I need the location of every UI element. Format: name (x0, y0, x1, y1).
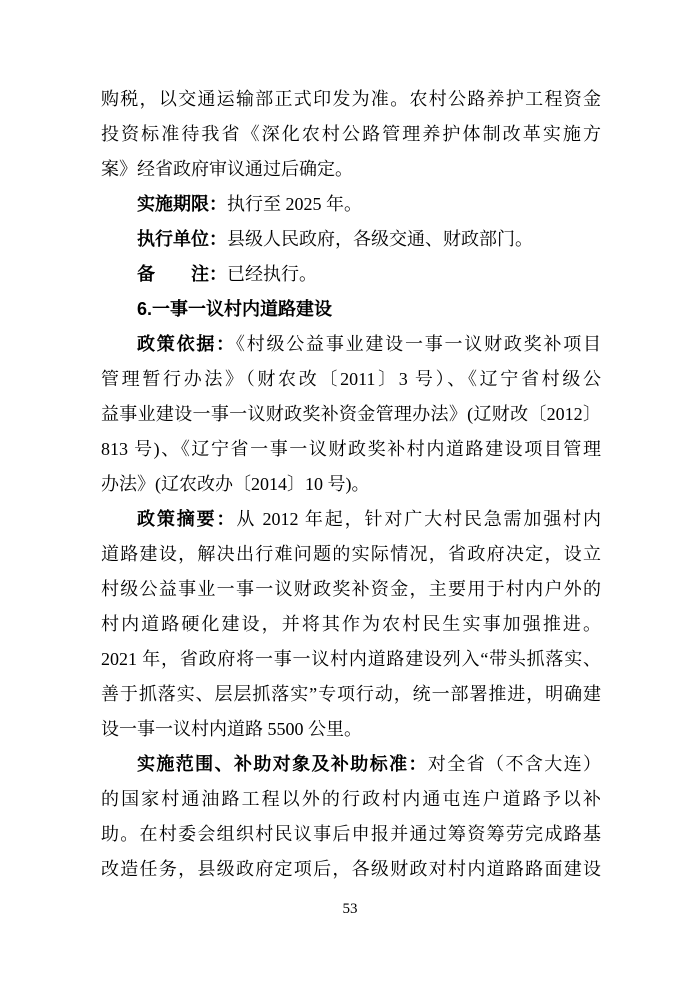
body-line: 村级公益事业一事一议财政奖补资金，主要用于村内户外的 (101, 579, 601, 599)
body-line: 道路建设，解决出行难问题的实际情况，省政府决定，设立 (101, 544, 601, 564)
field-label: 执行单位： (137, 229, 227, 249)
field-label: 政策摘要： (137, 509, 237, 529)
field-label: 备 注： (137, 264, 227, 284)
body-line: 813 号)、《辽宁省一事一议财政奖补村内道路建设项目管理 (101, 439, 601, 459)
field-value: 已经执行。 (227, 264, 317, 284)
field-label: 实施范围、补助对象及补助标准： (137, 754, 428, 774)
field-value: 《村级公益事业建设一事一议财政奖补项目 (235, 334, 602, 354)
body-line: 管理暂行办法》（财农改〔2011〕3 号）、《辽宁省村级公 (101, 369, 601, 389)
field-remark (101, 257, 601, 292)
field-implementation-period (101, 187, 601, 222)
body-line (101, 502, 601, 537)
body-line: 2021 年，省政府将一事一议村内道路建设列入“带头抓落实、 (101, 649, 601, 669)
body-line (101, 327, 601, 362)
paragraph-remark (101, 257, 601, 292)
paragraph-implementation-period (101, 187, 601, 222)
field-executing-unit (101, 222, 601, 257)
body-line: 益事业建设一事一议财政奖补资金管理办法》(辽财改〔2012〕 (101, 404, 601, 424)
field-label: 政策依据： (137, 334, 236, 354)
page-content (101, 82, 601, 887)
paragraph-opening (101, 82, 601, 187)
field-value: 对全省（不含大连） (427, 754, 602, 774)
body-line: 村内道路硬化建设，并将其作为农村民生实事加强推进。 (101, 614, 601, 634)
field-value: 县级人民政府，各级交通、财政部门。 (227, 229, 533, 249)
paragraph-policy-basis (101, 327, 601, 502)
body-line: 办法》(辽农改办〔2014〕10 号)。 (101, 474, 370, 494)
paragraph-scope-and-standard (101, 747, 601, 887)
body-line: 改造任务，县级政府定项后，各级财政对村内道路路面建设 (101, 859, 601, 879)
page-number: 53 (342, 901, 358, 917)
field-label: 实施期限： (137, 194, 227, 214)
body-line: 投资标准待我省《深化农村公路管理养护体制改革实施方 (101, 124, 601, 144)
section-heading: 6.一事一议村内道路建设 (137, 299, 333, 319)
field-value: 执行至 2025 年。 (227, 194, 362, 214)
body-line: 设一事一议村内道路 5500 公里。 (101, 719, 362, 739)
paragraph-executing-unit (101, 222, 601, 257)
body-line (101, 747, 601, 782)
field-value: 从 2012 年起，针对广大村民急需加强村内 (236, 509, 602, 529)
body-line: 案》经省政府审议通过后确定。 (101, 159, 353, 179)
body-line: 的国家村通油路工程以外的行政村内通屯连户道路予以补 (101, 789, 601, 809)
body-line: 购税，以交通运输部正式印发为准。农村公路养护工程资金 (101, 89, 601, 109)
body-line: 善于抓落实、层层抓落实”专项行动，统一部署推进，明确建 (101, 684, 601, 704)
body-line: 助。在村委会组织村民议事后申报并通过筹资筹劳完成路基 (101, 824, 601, 844)
paragraph-policy-summary (101, 502, 601, 747)
